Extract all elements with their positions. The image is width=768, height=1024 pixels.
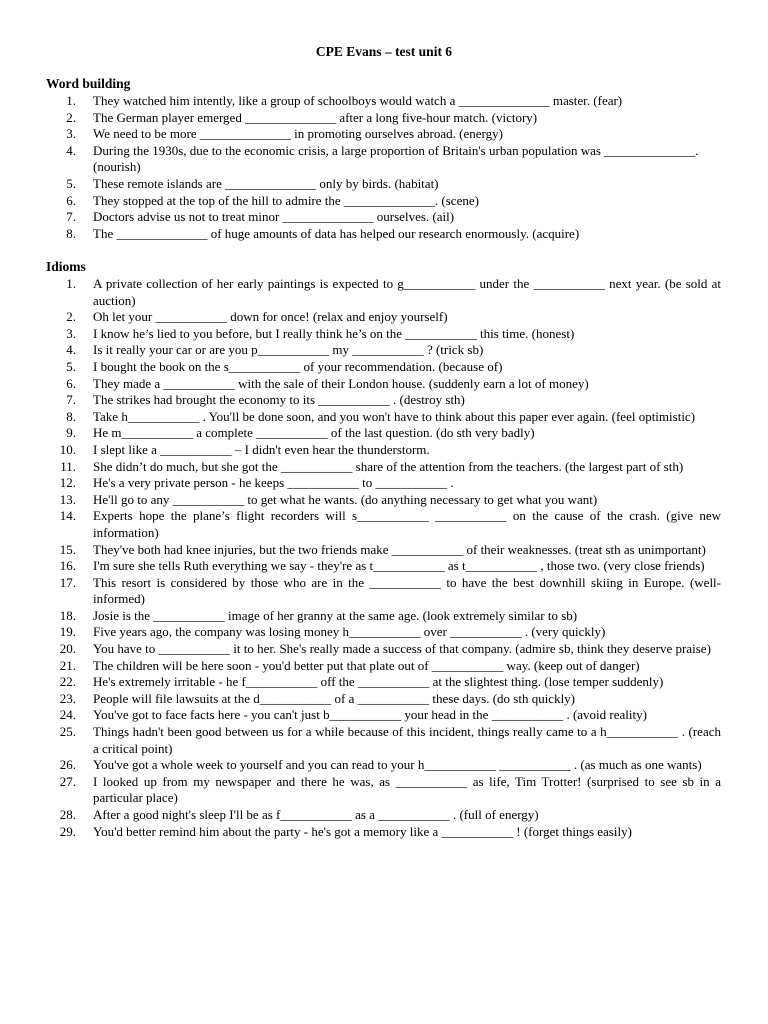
item-text: You have to ___________ it to her. She's really made a success of that company. (admire sb, think they deserve praise) <box>93 641 711 657</box>
item-number: 29. <box>59 823 76 839</box>
item-number: 26. <box>59 757 76 773</box>
item-text: The ______________ of huge amounts of data has helped our research enormously. (acquire) <box>93 225 580 241</box>
item-text: Is it really your car or are you p___________ my ___________ ? (trick sb) <box>93 342 484 358</box>
item-number: 4. <box>66 142 76 158</box>
item-number: 2. <box>66 109 76 125</box>
item-number: 6. <box>66 192 76 208</box>
item-text: Five years ago, the company was losing money h___________ over ___________ . (very quickly) <box>93 624 606 640</box>
list-item <box>0 674 768 691</box>
list-item <box>0 824 768 841</box>
item-text: You've got to face facts here - you can't just b___________ your head in the ___________ . (avoid reality) <box>93 707 647 723</box>
list-item <box>0 492 768 509</box>
list-item <box>0 425 768 442</box>
list-item <box>0 126 768 143</box>
list-item <box>0 342 768 359</box>
item-number: 19. <box>59 624 76 640</box>
list-item <box>0 226 768 243</box>
list-item <box>0 608 768 625</box>
item-text: During the 1930s, due to the economic crisis, a large proportion of Britain's urban population was ______________. (nourish) <box>93 142 699 175</box>
section-heading-idioms: Idioms <box>46 259 86 274</box>
page-title: CPE Evans – test unit 6 <box>315 44 453 59</box>
item-text: Doctors advise us not to treat minor ______________ ourselves. (ail) <box>93 209 455 225</box>
list-item <box>0 110 768 127</box>
list-item <box>0 409 768 426</box>
item-number: 25. <box>59 724 76 740</box>
item-text: This resort is considered by those who are in the ___________ to have the best downhill skiing in Europe. (well-informed) <box>93 574 721 607</box>
item-text: A private collection of her early paintings is expected to g___________ under the ___________ next year. (be sold at auction) <box>93 276 721 308</box>
item-number: 1. <box>66 276 76 291</box>
item-text: I slept like a ___________ – I didn't even hear the thunderstorm. <box>93 441 430 457</box>
item-number: 21. <box>59 657 76 673</box>
item-number: 24. <box>59 707 76 723</box>
item-number: 8. <box>66 225 76 241</box>
item-number: 4. <box>66 342 76 358</box>
item-text: Take h___________ . You'll be done soon, and you won't have to think about this paper ever again. (feel optimistic) <box>93 408 696 424</box>
item-number: 16. <box>59 558 76 574</box>
item-text: He's extremely irritable - he f___________ off the ___________ at the slightest thing. (lose temper suddenly) <box>93 674 664 690</box>
item-number: 14. <box>59 508 76 524</box>
list-item <box>0 143 768 176</box>
item-number: 3. <box>66 325 76 341</box>
item-number: 27. <box>59 773 76 789</box>
idioms-list <box>0 276 768 840</box>
item-number: 18. <box>59 607 76 623</box>
item-number: 28. <box>59 807 76 822</box>
list-item <box>0 724 768 757</box>
item-number: 23. <box>59 690 76 706</box>
list-item <box>0 558 768 575</box>
list-item <box>0 309 768 326</box>
list-item <box>0 442 768 459</box>
list-item <box>0 707 768 724</box>
item-text: We need to be more ______________ in promoting ourselves abroad. (energy) <box>93 126 503 142</box>
item-number: 10. <box>59 441 76 457</box>
item-text: The German player emerged ______________ after a long five-hour match. (victory) <box>93 109 538 125</box>
item-number: 8. <box>66 408 76 424</box>
item-text: He'll go to any ___________ to get what he wants. (do anything necessary to get what you want) <box>93 491 598 507</box>
item-text: You'd better remind him about the party - he's got a memory like a ___________ ! (forget things easily) <box>93 823 632 839</box>
item-text: She didn’t do much, but she got the ___________ share of the attention from the teachers. (the largest part of sth) <box>93 458 684 474</box>
list-item <box>0 691 768 708</box>
item-number: 5. <box>66 175 76 191</box>
list-item <box>0 276 768 309</box>
item-number: 1. <box>66 93 76 108</box>
list-item <box>0 624 768 641</box>
item-number: 15. <box>59 541 76 557</box>
list-item <box>0 757 768 774</box>
item-number: 2. <box>66 309 76 325</box>
item-number: 22. <box>59 674 76 690</box>
item-text: Things hadn't been good between us for a while because of this incident, things really came to a h___________ . (reach a critical point) <box>93 724 721 756</box>
list-item <box>0 376 768 393</box>
list-item <box>0 209 768 226</box>
list-item <box>0 475 768 492</box>
item-text: Josie is the ___________ image of her granny at the same age. (look extremely similar to sb) <box>93 607 578 623</box>
list-item <box>0 359 768 376</box>
list-item <box>0 193 768 210</box>
item-text: I looked up from my newspaper and there he was, as ___________ as life, Tim Trotter! (surprised to see sb in a particular place) <box>93 773 721 806</box>
item-text: I bought the book on the s___________ of your recommendation. (because of) <box>93 358 503 374</box>
item-number: 3. <box>66 126 76 142</box>
item-text: The children will be here soon - you'd better put that plate out of ___________ way. (keep out of danger) <box>93 657 640 673</box>
item-text: People will file lawsuits at the d___________ of a ___________ these days. (do sth quickly) <box>93 690 576 706</box>
list-item <box>0 807 768 824</box>
list-item <box>0 641 768 658</box>
item-text: He's a very private person - he keeps ___________ to ___________ . <box>93 475 454 491</box>
item-number: 7. <box>66 392 76 408</box>
list-item <box>0 774 768 807</box>
list-item <box>0 575 768 608</box>
list-item <box>0 326 768 343</box>
item-text: Experts hope the plane’s flight recorders will s___________ ___________ on the cause of the crash. (give new information) <box>93 508 721 540</box>
item-number: 7. <box>66 209 76 225</box>
item-text: They watched him intently, like a group of schoolboys would watch a ______________ master. (fear) <box>93 93 623 108</box>
list-item <box>0 508 768 541</box>
item-number: 9. <box>66 425 76 441</box>
item-text: They made a ___________ with the sale of their London house. (suddenly earn a lot of money) <box>93 375 589 391</box>
item-text: After a good night's sleep I'll be as f___________ as a ___________ . (full of energy) <box>93 807 539 822</box>
list-item <box>0 542 768 559</box>
list-item <box>0 392 768 409</box>
list-item <box>0 658 768 675</box>
item-text: You've got a whole week to yourself and you can read to your h___________ ___________ . (as much as one wants) <box>93 757 702 773</box>
item-text: They've both had knee injuries, but the two friends make ___________ of their weaknesses. (treat sth as unimportant) <box>93 541 706 557</box>
list-item <box>0 459 768 476</box>
item-number: 6. <box>66 375 76 391</box>
item-number: 12. <box>59 475 76 491</box>
list-item <box>0 176 768 193</box>
item-number: 17. <box>59 574 76 590</box>
item-number: 5. <box>66 358 76 374</box>
item-text: I'm sure she tells Ruth everything we say - they're as t___________ as t___________ , those two. (very close friends) <box>93 558 705 574</box>
list-item <box>0 93 768 110</box>
item-number: 13. <box>59 491 76 507</box>
item-number: 11. <box>60 458 76 474</box>
item-text: He m___________ a complete ___________ of the last question. (do sth very badly) <box>93 425 535 441</box>
item-text: Oh let your ___________ down for once! (relax and enjoy yourself) <box>93 309 448 325</box>
word-building-list <box>0 93 768 242</box>
section-heading-word-building: Word building <box>46 76 131 91</box>
item-text: The strikes had brought the economy to its ___________ . (destroy sth) <box>93 392 465 408</box>
item-number: 20. <box>59 641 76 657</box>
item-text: These remote islands are ______________ only by birds. (habitat) <box>93 175 439 191</box>
item-text: They stopped at the top of the hill to admire the ______________. (scene) <box>93 192 479 208</box>
item-text: I know he’s lied to you before, but I really think he’s on the ___________ this time. (honest) <box>93 325 575 341</box>
